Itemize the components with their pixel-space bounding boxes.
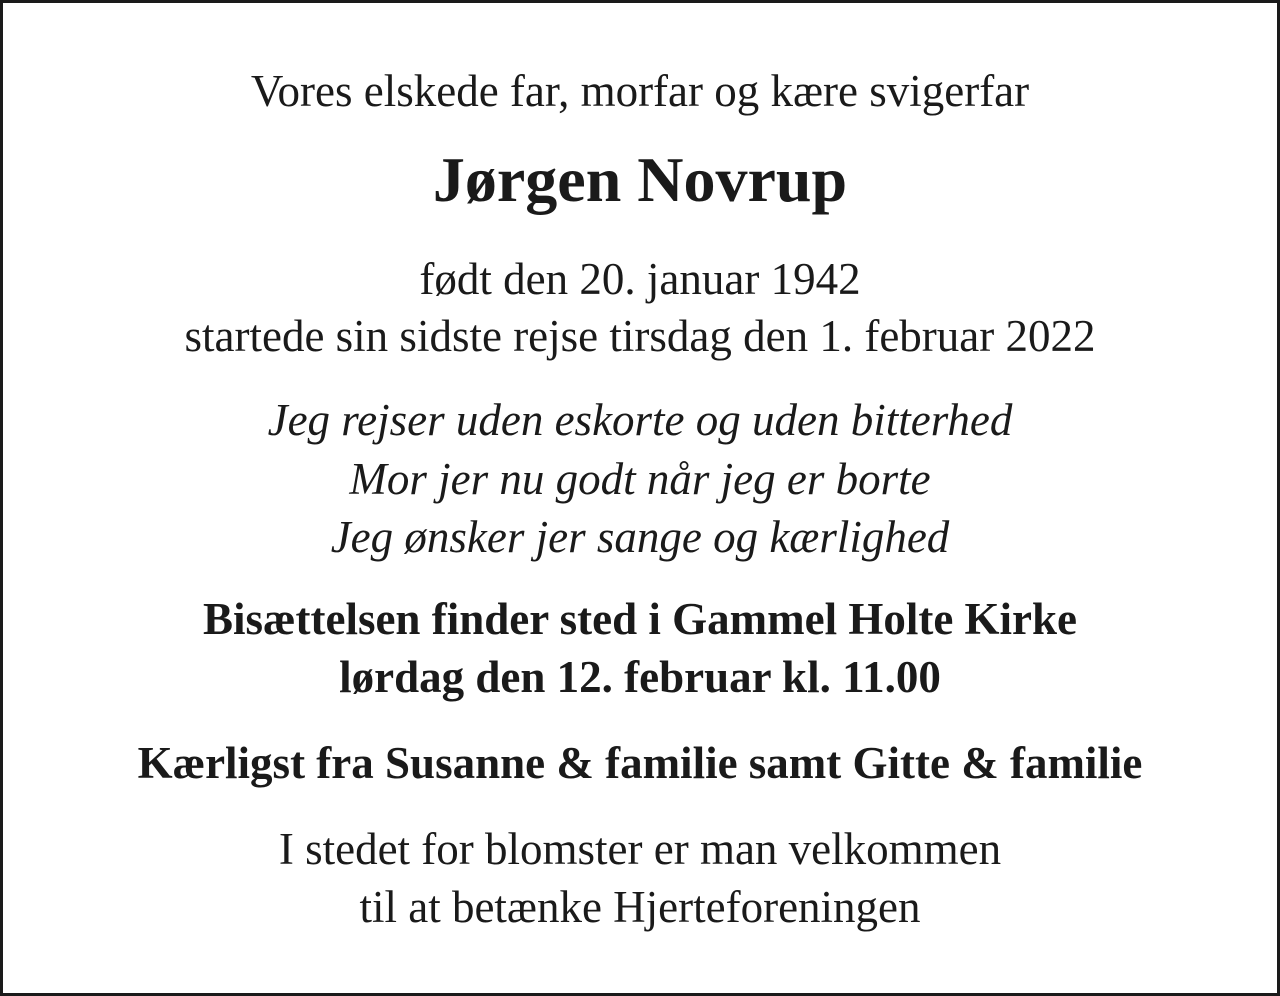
verse-line: Jeg ønsker jer sange og kærlighed	[330, 512, 950, 562]
deceased-name: Jørgen Novrup	[432, 144, 848, 215]
verse-line: Jeg rejser uden eskorte og uden bitterhed	[267, 395, 1013, 445]
flowers-note: I stedet for blomster er man velkommen	[278, 824, 1002, 874]
verse-line: Mor jer nu godt når jeg er borte	[349, 454, 931, 504]
funeral-place: Bisættelsen finder sted i Gammel Holte Kirke	[202, 594, 1078, 644]
flowers-note: til at betænke Hjerteforeningen	[359, 882, 921, 932]
intro-text: Vores elskede far, morfar og kære svigerfar	[250, 66, 1030, 116]
funeral-date: lørdag den 12. februar kl. 11.00	[339, 652, 941, 702]
signature-line: Kærligst fra Susanne & familie samt Gitte & familie	[137, 738, 1143, 788]
death-date: startede sin sidste rejse tirsdag den 1. februar 2022	[184, 311, 1096, 361]
birth-date: født den 20. januar 1942	[419, 254, 861, 304]
